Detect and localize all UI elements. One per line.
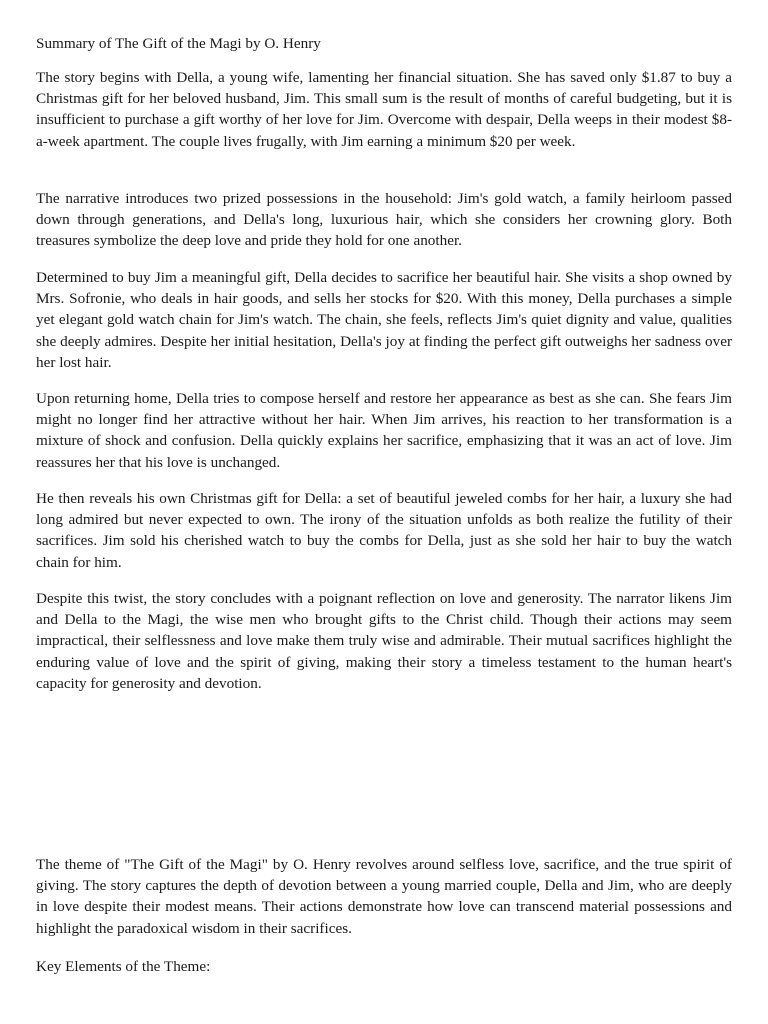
- paragraph-della-sacrifice: Determined to buy Jim a meaningful gift, Della decides to sacrifice her beautiful hair. She visits a shop owned by Mrs. Sofronie, who deals in hair goods, and sells her stocks for $20. With this money, Della purchases a simple yet elegant gold watch chain for Jim's watch. The chain, she feels, reflects Jim's quiet dignity and value, qualities she deeply admires. Despite her initial hesitation, Della's joy at finding the perfect gift outweighs her sadness over her lost hair.: [36, 269, 732, 371]
- paragraph-jim-arrives: Upon returning home, Della tries to compose herself and restore her appearance as best as she can. She fears Jim might no longer find her attractive without her hair. When Jim arrives, his reaction to her transformation is a mixture of shock and confusion. Della quickly explains her sacrifice, emphasizing that it was an act of love. Jim reassures her that his love is unchanged.: [36, 390, 732, 471]
- paragraph-jim-gift: He then reveals his own Christmas gift for Della: a set of beautiful jeweled combs for her hair, a luxury she had long admired but never expected to own. The irony of the situation unfolds as both realize the futility of their sacrifices. Jim sold his cherished watch to buy the combs for Della, just as she sold her hair to buy the watch chain for him.: [36, 490, 732, 571]
- section-heading: Key Elements of the Theme:: [36, 958, 211, 975]
- paragraph-conclusion: Despite this twist, the story concludes with a poignant reflection on love and generosity. The narrator likens Jim and Della to the Magi, the wise men who brought gifts to the Christ child. Though their actions may seem impractical, their selflessness and love make them truly wise and admirable. Their mutual sacrifices highlight the enduring value of love and the spirit of giving, making their story a timeless testament to the human heart's capacity for generosity and devotion.: [36, 590, 732, 692]
- document-title: Summary of The Gift of the Magi by O. Henry: [36, 35, 321, 52]
- paragraph-theme: The theme of "The Gift of the Magi" by O. Henry revolves around selfless love, sacrifice, and the true spirit of giving. The story captures the depth of devotion between a young married couple, Della and Jim, who are deeply in love despite their modest means. Their actions demonstrate how love can transcend material possessions and highlight the paradoxical wisdom in their sacrifices.: [36, 856, 732, 937]
- paragraph-prized-possessions: The narrative introduces two prized possessions in the household: Jim's gold watch, a family heirloom passed down through generations, and Della's long, luxurious hair, which she considers her crowning glory. Both treasures symbolize the deep love and pride they hold for one another.: [36, 190, 732, 250]
- paragraph-story-opening: The story begins with Della, a young wife, lamenting her financial situation. She has saved only $1.87 to buy a Christmas gift for her beloved husband, Jim. This small sum is the result of months of careful budgeting, but it is insufficient to purchase a gift worthy of her love for Jim. Overcome with despair, Della weeps in their modest $8-a-week apartment. The couple lives frugally, with Jim earning a minimum $20 per week.: [36, 69, 732, 150]
